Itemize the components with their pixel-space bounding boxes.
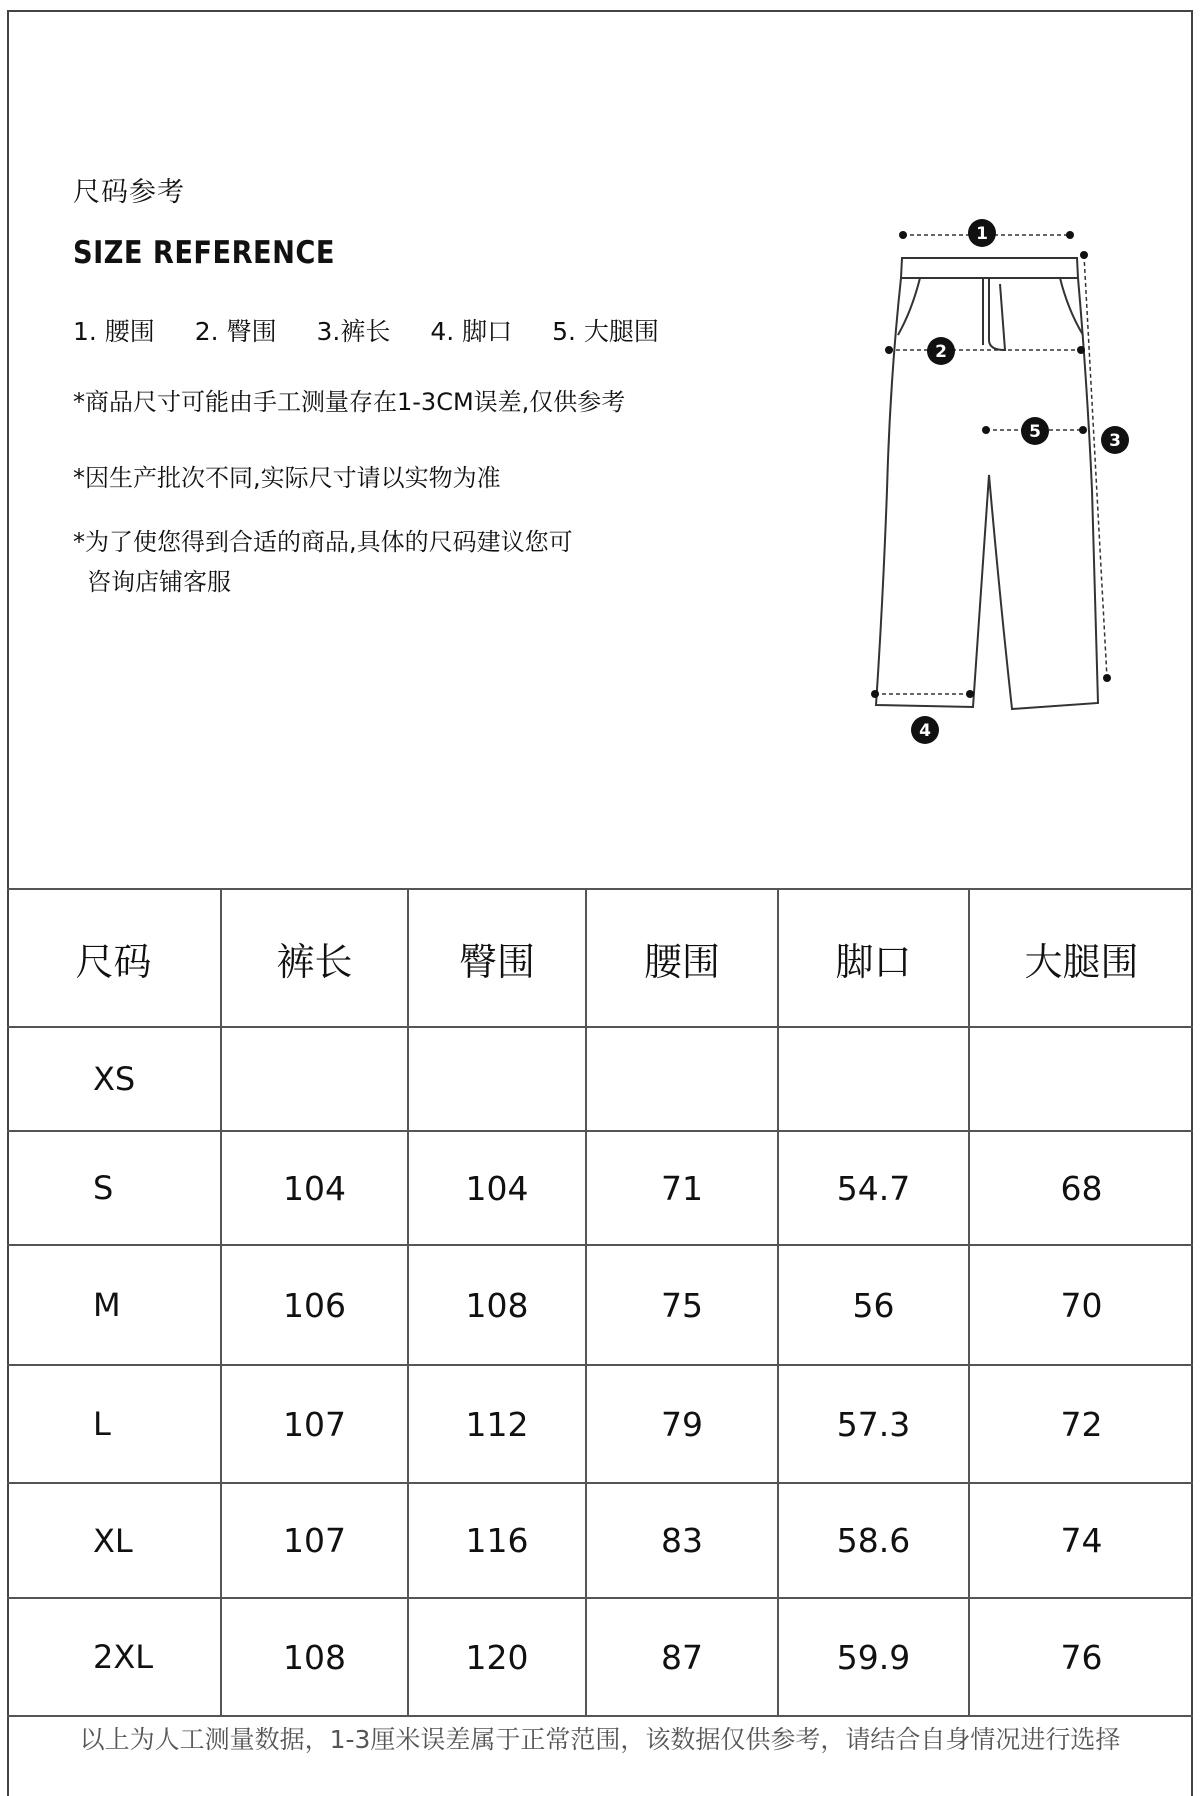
legend-item-hip: 2. 臀围 <box>194 317 277 346</box>
marker-length-label: 3 <box>1109 431 1121 451</box>
cell-length: 107 <box>221 1365 408 1483</box>
cell-size: M <box>7 1245 221 1365</box>
marker-hip-label: 2 <box>935 342 947 362</box>
table-row <box>7 1365 1193 1483</box>
cell-length: 107 <box>221 1483 408 1598</box>
cell-hip: 120 <box>408 1598 586 1716</box>
cell-hem: 56 <box>778 1245 969 1365</box>
header-waist: 腰围 <box>586 889 778 1027</box>
marker-waist <box>968 219 996 247</box>
marker-hem-label: 4 <box>919 721 931 741</box>
cell-length <box>221 1027 408 1131</box>
cell-hip: 112 <box>408 1365 586 1483</box>
marker-hip <box>927 337 955 365</box>
note-consult-service <box>73 522 693 602</box>
cell-length: 106 <box>221 1245 408 1365</box>
cell-size: 2XL <box>7 1598 221 1716</box>
header-thigh: 大腿围 <box>969 889 1193 1027</box>
cell-waist: 75 <box>586 1245 778 1365</box>
header-size: 尺码 <box>7 889 221 1027</box>
header-hem: 脚口 <box>778 889 969 1027</box>
header-hip: 臀围 <box>408 889 586 1027</box>
legend-item-hem: 4. 脚口 <box>430 317 513 346</box>
header-length: 裤长 <box>221 889 408 1027</box>
cell-hip: 104 <box>408 1131 586 1245</box>
cell-length: 108 <box>221 1598 408 1716</box>
cell-thigh: 72 <box>969 1365 1193 1483</box>
cell-size: XL <box>7 1483 221 1598</box>
cell-hem: 57.3 <box>778 1365 969 1483</box>
cell-length: 104 <box>221 1131 408 1245</box>
size-reference-title-en: SIZE REFERENCE <box>73 235 335 271</box>
marker-thigh <box>1021 417 1049 445</box>
cell-hip <box>408 1027 586 1131</box>
table-row <box>7 1483 1193 1598</box>
size-reference-title-cn: 尺码参考 <box>73 177 185 208</box>
table-row <box>7 1131 1193 1245</box>
cell-thigh: 74 <box>969 1483 1193 1598</box>
cell-hem: 59.9 <box>778 1598 969 1716</box>
measurement-legend <box>73 312 691 348</box>
size-table <box>7 888 1193 1717</box>
cell-hip: 108 <box>408 1245 586 1365</box>
note-measurement-error: *商品尺寸可能由手工测量存在1-3CM误差,仅供参考 <box>73 388 626 416</box>
cell-thigh <box>969 1027 1193 1131</box>
note-consult-line-1: *为了使您得到合适的商品,具体的尺码建议您可 <box>73 528 573 556</box>
cell-waist: 87 <box>586 1598 778 1716</box>
cell-waist: 79 <box>586 1365 778 1483</box>
pants-measurement-diagram <box>840 200 1140 760</box>
table-row <box>7 1245 1193 1365</box>
table-header-row <box>7 889 1193 1027</box>
note-batch-difference: *因生产批次不同,实际尺寸请以实物为准 <box>73 464 501 492</box>
cell-size: XS <box>7 1027 221 1131</box>
cell-hip: 116 <box>408 1483 586 1598</box>
note-consult-line-2: 咨询店铺客服 <box>87 568 231 596</box>
marker-waist-label: 1 <box>976 224 988 244</box>
legend-item-waist: 1. 腰围 <box>73 317 155 346</box>
cell-size: L <box>7 1365 221 1483</box>
marker-length <box>1101 426 1129 454</box>
cell-hem: 58.6 <box>778 1483 969 1598</box>
cell-hem: 54.7 <box>778 1131 969 1245</box>
legend-item-length: 3.裤长 <box>316 317 391 346</box>
cell-thigh: 76 <box>969 1598 1193 1716</box>
cell-size: S <box>7 1131 221 1245</box>
marker-thigh-label: 5 <box>1029 422 1041 442</box>
cell-thigh: 68 <box>969 1131 1193 1245</box>
marker-hem <box>911 716 939 744</box>
cell-thigh: 70 <box>969 1245 1193 1365</box>
cell-hem <box>778 1027 969 1131</box>
legend-item-thigh: 5. 大腿围 <box>552 317 659 346</box>
cell-waist: 83 <box>586 1483 778 1598</box>
cell-waist: 71 <box>586 1131 778 1245</box>
footer-disclaimer: 以上为人工测量数据，1-3厘米误差属于正常范围，该数据仅供参考，请结合自身情况进行选择 <box>79 1725 1121 1754</box>
cell-waist <box>586 1027 778 1131</box>
table-row <box>7 1598 1193 1716</box>
table-row <box>7 1027 1193 1131</box>
